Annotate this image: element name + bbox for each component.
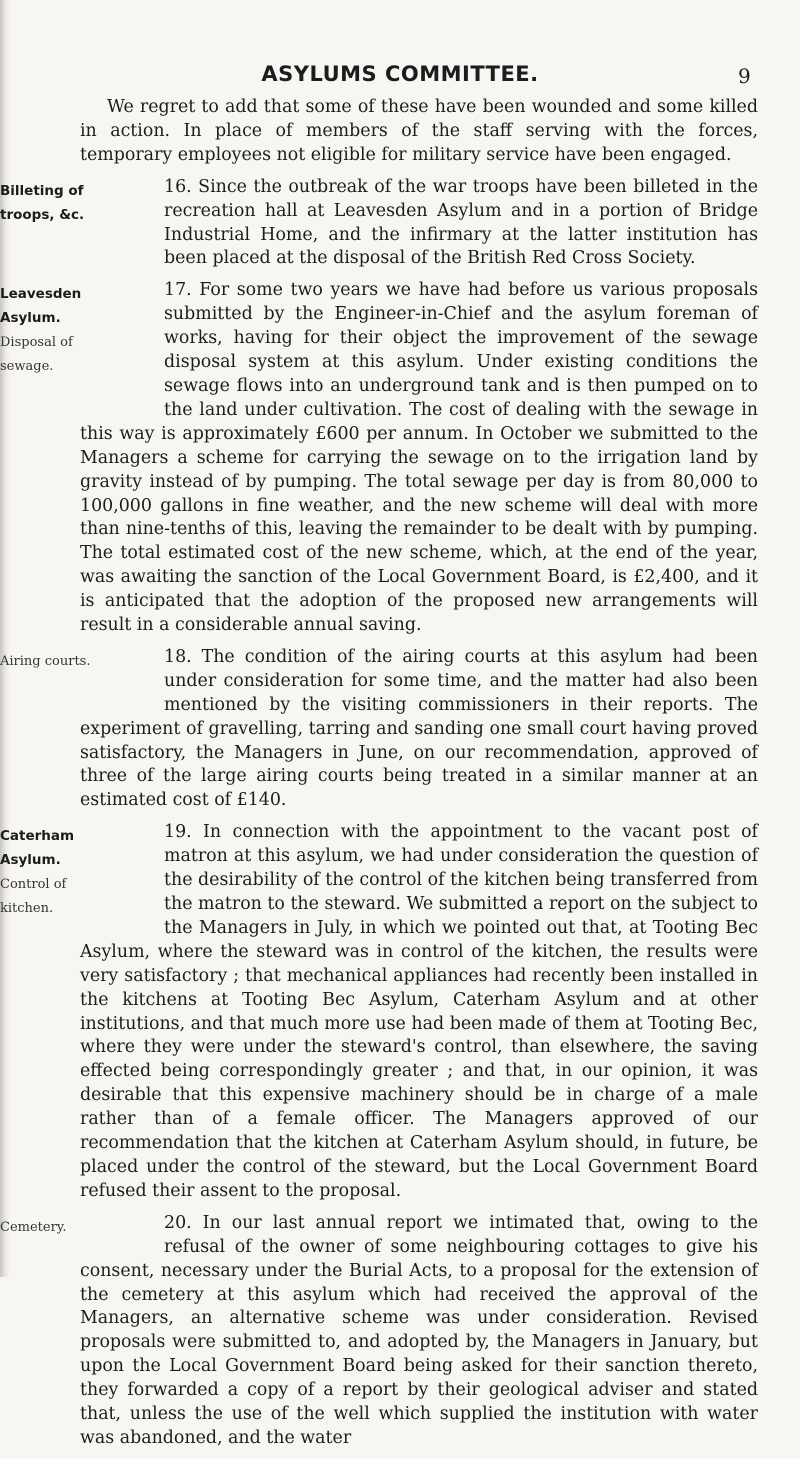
margin-note-billeting [0, 180, 100, 228]
section-17 [0, 279, 758, 638]
margin-note-line: Airing courts. [0, 653, 91, 669]
margin-note-line: Disposal of [0, 335, 73, 351]
margin-note-line: sewage. [0, 359, 54, 375]
margin-note-caterham [0, 825, 100, 921]
margin-note-airing-courts [0, 650, 100, 674]
section-text: 17. For some two years we have had before us various proposals submitted by the Engineer-in-Chief and the asylum foreman of works, having for their object the improvement of the sewage disposal system at this asylum. Under existing conditions the sewage flows into an underground tank and is then pumped on to the land under cultivation. The cost of dealing with the sewage in this way is approximately £600 per annum. In October we submitted to the Managers a scheme for carrying the sewage on to the irrigation land by gravity instead of by pumping. The total sewage per day is from 80,000 to 100,000 gallons in fine weather, and the new scheme will deal with more than nine-tenths of this, leaving the remainder to be dealt with by pumping. The total estimated cost of the new scheme, which, at the end of the year, was awaiting the sanction of the Local Government Board, is £2,400, and it is anticipated that the adoption of the proposed new arrangements will result in a considerable annual saving. [80, 280, 758, 636]
section-16 [0, 176, 758, 272]
page-number: 9 [738, 64, 751, 88]
page-header [0, 62, 800, 92]
section-text: 16. Since the outbreak of the war troops have been billeted in the recreation hall at Leavesden Asylum and in a portion of Bridge Industrial Home, and the infirmary at the latter institution has been placed at the disposal of the British Red Cross Society. [164, 176, 758, 269]
margin-note-line: Cemetery. [0, 1219, 67, 1235]
section-19 [0, 821, 758, 1204]
section-18 [0, 646, 758, 813]
section-text: 20. In our last annual report we intimated that, owing to the refusal of the owner of some neighbouring cottages to give his consent, necessary under the Burial Acts, to a proposal for the extension of the cemetery at this asylum which had received the approval of the Managers, an alternative scheme was under consideration. Revised proposals were submitted to, and adopted by, the Managers in January, but upon the Local Government Board being asked for their sanction thereto, they forwarded a copy of a report by their geological adviser and stated that, unless the use of the well which supplied the institution with water was abandoned, and the water [80, 1212, 758, 1448]
section-text: 18. The condition of the airing courts at this asylum had been under consideration for some time, and the matter had also been mentioned by the visiting commissioners in their reports. The experiment of gravelling, tarring and sanding one small court having proved satisfactory, the Managers in June, on our recommendation, approved of three of the large airing courts being treated in a similar manner at an estimated cost of £140. [80, 646, 758, 811]
margin-note-line: Leavesden [0, 286, 82, 303]
margin-note-leavesden [0, 283, 100, 379]
margin-note-line: Asylum. [0, 852, 61, 869]
document-body [0, 96, 758, 1459]
section-text: 19. In connection with the appointment to the vacant post of matron at this asylum, we had under consideration the question of the desirability of the control of the kitchen being transferred from the matron to the steward. We submitted a report on the subject to the Managers in July, in which we pointed out that, at Tooting Bec Asylum, where the steward was in control of the kitchen, the results were very satisfactory ; that mechanical appliances had recently been installed in the kitchens at Tooting Bec Asylum, Caterham Asylum and at other institutions, and that much more use had been made of them at Tooting Bec, where they were under the steward's control, than elsewhere, the saving effected being correspondingly greater ; and that, in our opinion, it was desirable that this expensive machinery should be in charge of a male rather than of a female officer. The Managers approved of our recommendation that the kitchen at Caterham Asylum should, in future, be placed under the control of the steward, but the Local Government Board refused their assent to the proposal. [80, 822, 758, 1201]
section-20 [0, 1212, 758, 1451]
margin-note-line: Billeting of [0, 182, 84, 199]
opening-paragraph: We regret to add that some of these have been wounded and some killed in action. In place of members of the staff serving with the forces, temporary employees not eligible for military service have been engaged. [80, 97, 758, 165]
margin-note-line: kitchen. [0, 901, 54, 916]
margin-note-line: Control of [0, 877, 67, 893]
margin-note-line: Asylum. [0, 310, 61, 327]
running-title: ASYLUMS COMMITTEE. [261, 62, 539, 86]
margin-note-cemetery [0, 1216, 100, 1240]
margin-note-line: troops, &c. [0, 206, 85, 223]
margin-note-line: Caterham [0, 828, 75, 845]
